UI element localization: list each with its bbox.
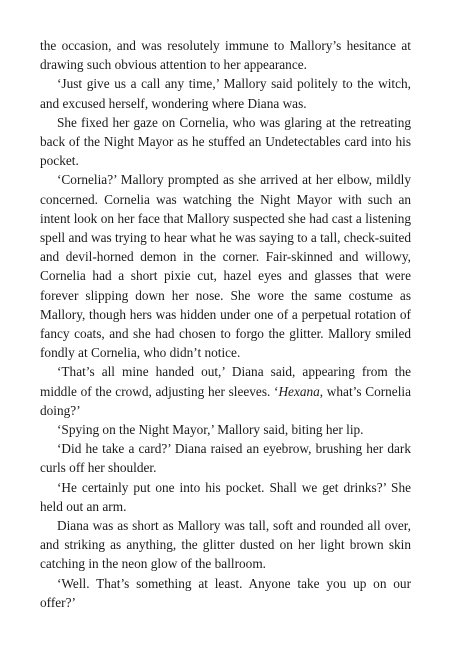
paragraph-diana-description: Diana was as short as Mallory was tall, soft and rounded all over, and striking as anything, the glitter dusted on her light brown skin catching in the neon glow of the ballroom. — [40, 518, 411, 572]
paragraph-continuation: the occasion, and was resolutely immune to Mallory’s hesitance at drawing such obvious attention to her appearance. — [40, 38, 411, 73]
paragraph-take-card: ‘Did he take a card?’ Diana raised an eyebrow, brushing her dark curls off her shoulder. — [40, 441, 411, 476]
dialogue-text: , what’s Cornelia doing?’ — [40, 383, 411, 418]
paragraph-gaze-cornelia: She fixed her gaze on Cornelia, who was glaring at the retreating back of the Night Mayor as he stuffed an Undetectables card into his pocket. — [40, 114, 411, 169]
paragraph-get-drinks: ‘He certainly put one into his pocket. Shall we get drinks?’ She held out an arm. — [40, 479, 411, 514]
paragraph-diana-appears — [40, 362, 411, 420]
paragraph-spying: ‘Spying on the Night Mayor,’ Mallory said, biting her lip. — [57, 422, 364, 438]
paragraph-offer: ‘Well. That’s something at least. Anyone take you up on our offer?’ — [40, 575, 411, 610]
paragraph-cornelia-description: ‘Cornelia?’ Mallory prompted as she arrived at her elbow, mildly concerned. Cornelia was watching the Night Mayor with such an intent look on her face that Mallory suspected she had cast a listening spell and was trying to hear what he was saying to a tall, check-suited and devil-horned demon in the corner. Fair-skinned and willowy, Cornelia had a short pixie cut, hazel eyes and glasses that were forever slipping down her nose. She wore the same costume as Mallory, though hers was hidden under one of a perpetual rotation of fancy coats, and she had chosen to forgo the glitter. Mallory smiled fondly at Cornelia, who didn’t notice. — [40, 172, 411, 361]
paragraph-call-any-time: ‘Just give us a call any time,’ Mallory said politely to the witch, and excused herself, wondering where Diana was. — [40, 76, 411, 111]
italic-word: Hexana — [278, 383, 320, 399]
dialogue-text: ‘That’s all mine handed out,’ Diana said, appearing from the middle of the crowd, adjusting her sleeves. ‘ — [40, 364, 411, 399]
book-page — [40, 36, 411, 612]
